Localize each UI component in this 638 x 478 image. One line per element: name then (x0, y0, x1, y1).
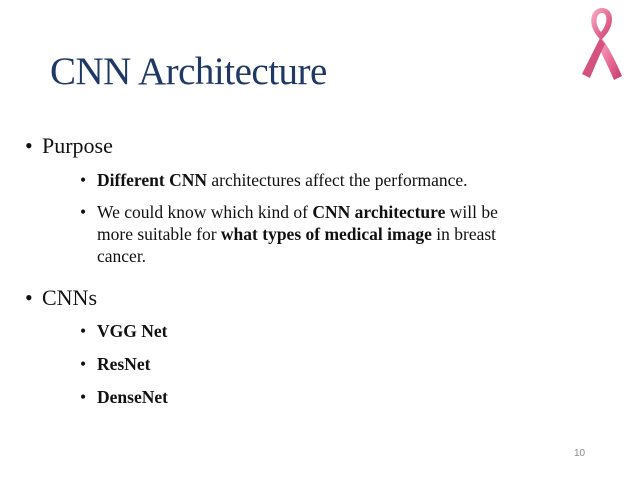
bold-text: CNN architecture (312, 202, 446, 222)
sub-bullet-vgg (80, 320, 537, 342)
bullet-marker: • (80, 387, 87, 407)
sub-bullet-suitability (80, 201, 527, 267)
bold-text: what types of medical image (220, 224, 432, 244)
bullet-marker: • (25, 133, 33, 158)
cnn-name: DenseNet (97, 387, 168, 407)
slide-title: CNN Architecture (50, 50, 327, 93)
plain-text: in breast cancer. (97, 224, 497, 266)
plain-text: will be more suitable for (97, 202, 498, 244)
cnn-name: ResNet (97, 354, 151, 374)
sub-bullet-resnet (80, 353, 537, 375)
bold-text: Different CNN (97, 170, 207, 190)
cnn-name: VGG Net (97, 321, 168, 341)
sub-bullet-performance (80, 169, 537, 191)
bullet-purpose (25, 133, 113, 159)
plain-text: architectures affect the performance. (207, 170, 468, 190)
sub-bullet-text (97, 201, 527, 267)
sub-bullet-densenet (80, 386, 537, 408)
bullet-cnns (25, 285, 97, 311)
page-number: 10 (574, 448, 586, 459)
bullet-marker: • (80, 321, 87, 341)
bullet-marker: • (25, 285, 33, 310)
sub-bullet-text (97, 169, 537, 191)
bullet-marker: • (80, 170, 87, 190)
bullet-marker: • (80, 354, 87, 374)
bullet-marker: • (80, 202, 87, 222)
bullet-label: CNNs (42, 285, 98, 310)
plain-text: We could know which kind of (97, 202, 313, 222)
bullet-label: Purpose (42, 133, 113, 158)
